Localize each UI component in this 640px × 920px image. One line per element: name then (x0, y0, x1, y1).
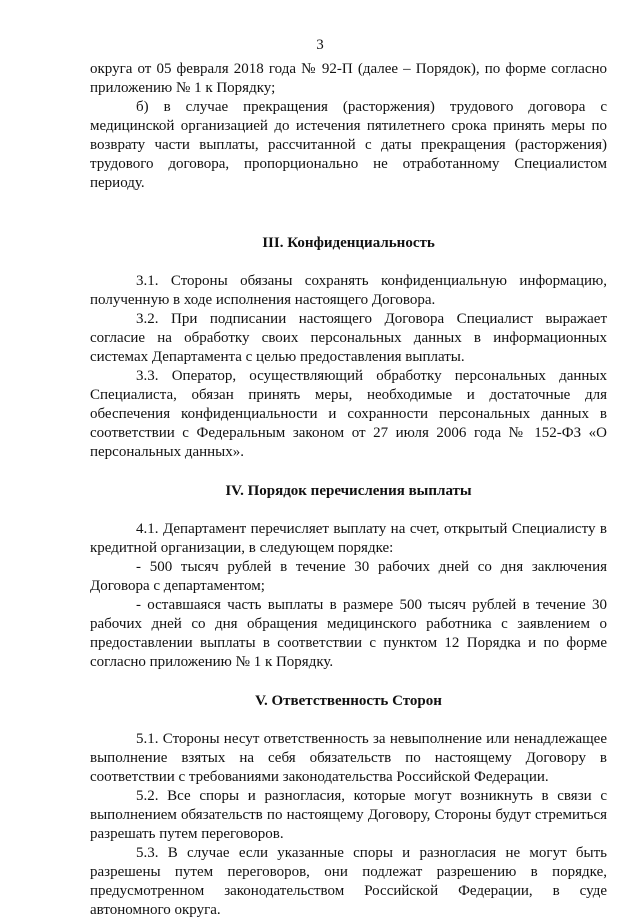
section-4-paragraph-3: - оставшаяся часть выплаты в размере 500 тысяч рублей в течение 30 рабочих дней со дня обращения медицинского работника с заявлением о предоставлении выплаты в соответствии с пунктом 12 Порядка и по форме согласно приложению № 1 к Порядку. (90, 597, 607, 670)
section-5-paragraph-3: 5.3. В случае если указанные споры и разногласия не могут быть разрешены путем переговоров, они подлежат разрешению в порядке, предусмотренном законодательством Российской Федерации, в суде автономного округа. (90, 845, 607, 918)
intro-paragraph-2: б) в случае прекращения (расторжения) трудового договора с медицинской организацией до истечения пятилетнего срока принять меры по возврату части выплаты, рассчитанной с даты прекращения (расторжения) трудового договора, пропорционально не отработанному Специалистом периоду. (90, 99, 607, 191)
section-5-paragraph-1: 5.1. Стороны несут ответственность за невыполнение или ненадлежащее выполнение взятых на себя обязательств по настоящему Договору в соответствии с требованиями законодательства Российской Федерации. (90, 731, 607, 785)
section-4-paragraph-1: 4.1. Департамент перечисляет выплату на счет, открытый Специалисту в кредитной организации, в следующем порядке: (90, 521, 607, 556)
page-number: 3 (316, 37, 324, 53)
section-4-title: IV. Порядок перечисления выплаты (225, 483, 472, 499)
section-3-paragraph-3: 3.3. Оператор, осуществляющий обработку персональных данных Специалиста, обязан принять меры, необходимые и достаточные для обеспечения конфиденциальности и сохранности персональных данных в соответствии с Федеральным законом от 27 июля 2006 года № 152-ФЗ «О персональных данных». (90, 368, 607, 460)
section-3-paragraph-2: 3.2. При подписании настоящего Договора Специалист выражает согласие на обработку своих персональных данных в информационных системах Департамента с целью предоставления выплаты. (90, 311, 607, 365)
section-3-title: III. Конфиденциальность (262, 235, 435, 251)
section-5-paragraph-2: 5.2. Все споры и разногласия, которые могут возникнуть в связи с выполнением обязательств по настоящему Договору, Стороны будут стремиться разрешать путем переговоров. (90, 788, 607, 842)
intro-paragraph-1: округа от 05 февраля 2018 года № 92-П (далее – Порядок), по форме согласно приложению № 1 к Порядку; (90, 61, 607, 96)
section-5-title: V. Ответственность Сторон (255, 693, 442, 709)
section-3-paragraph-1: 3.1. Стороны обязаны сохранять конфиденциальную информацию, полученную в ходе исполнения настоящего Договора. (90, 273, 607, 308)
document-body (90, 60, 607, 920)
section-4-paragraph-2: - 500 тысяч рублей в течение 30 рабочих дней со дня заключения Договора с департаментом; (90, 559, 607, 594)
